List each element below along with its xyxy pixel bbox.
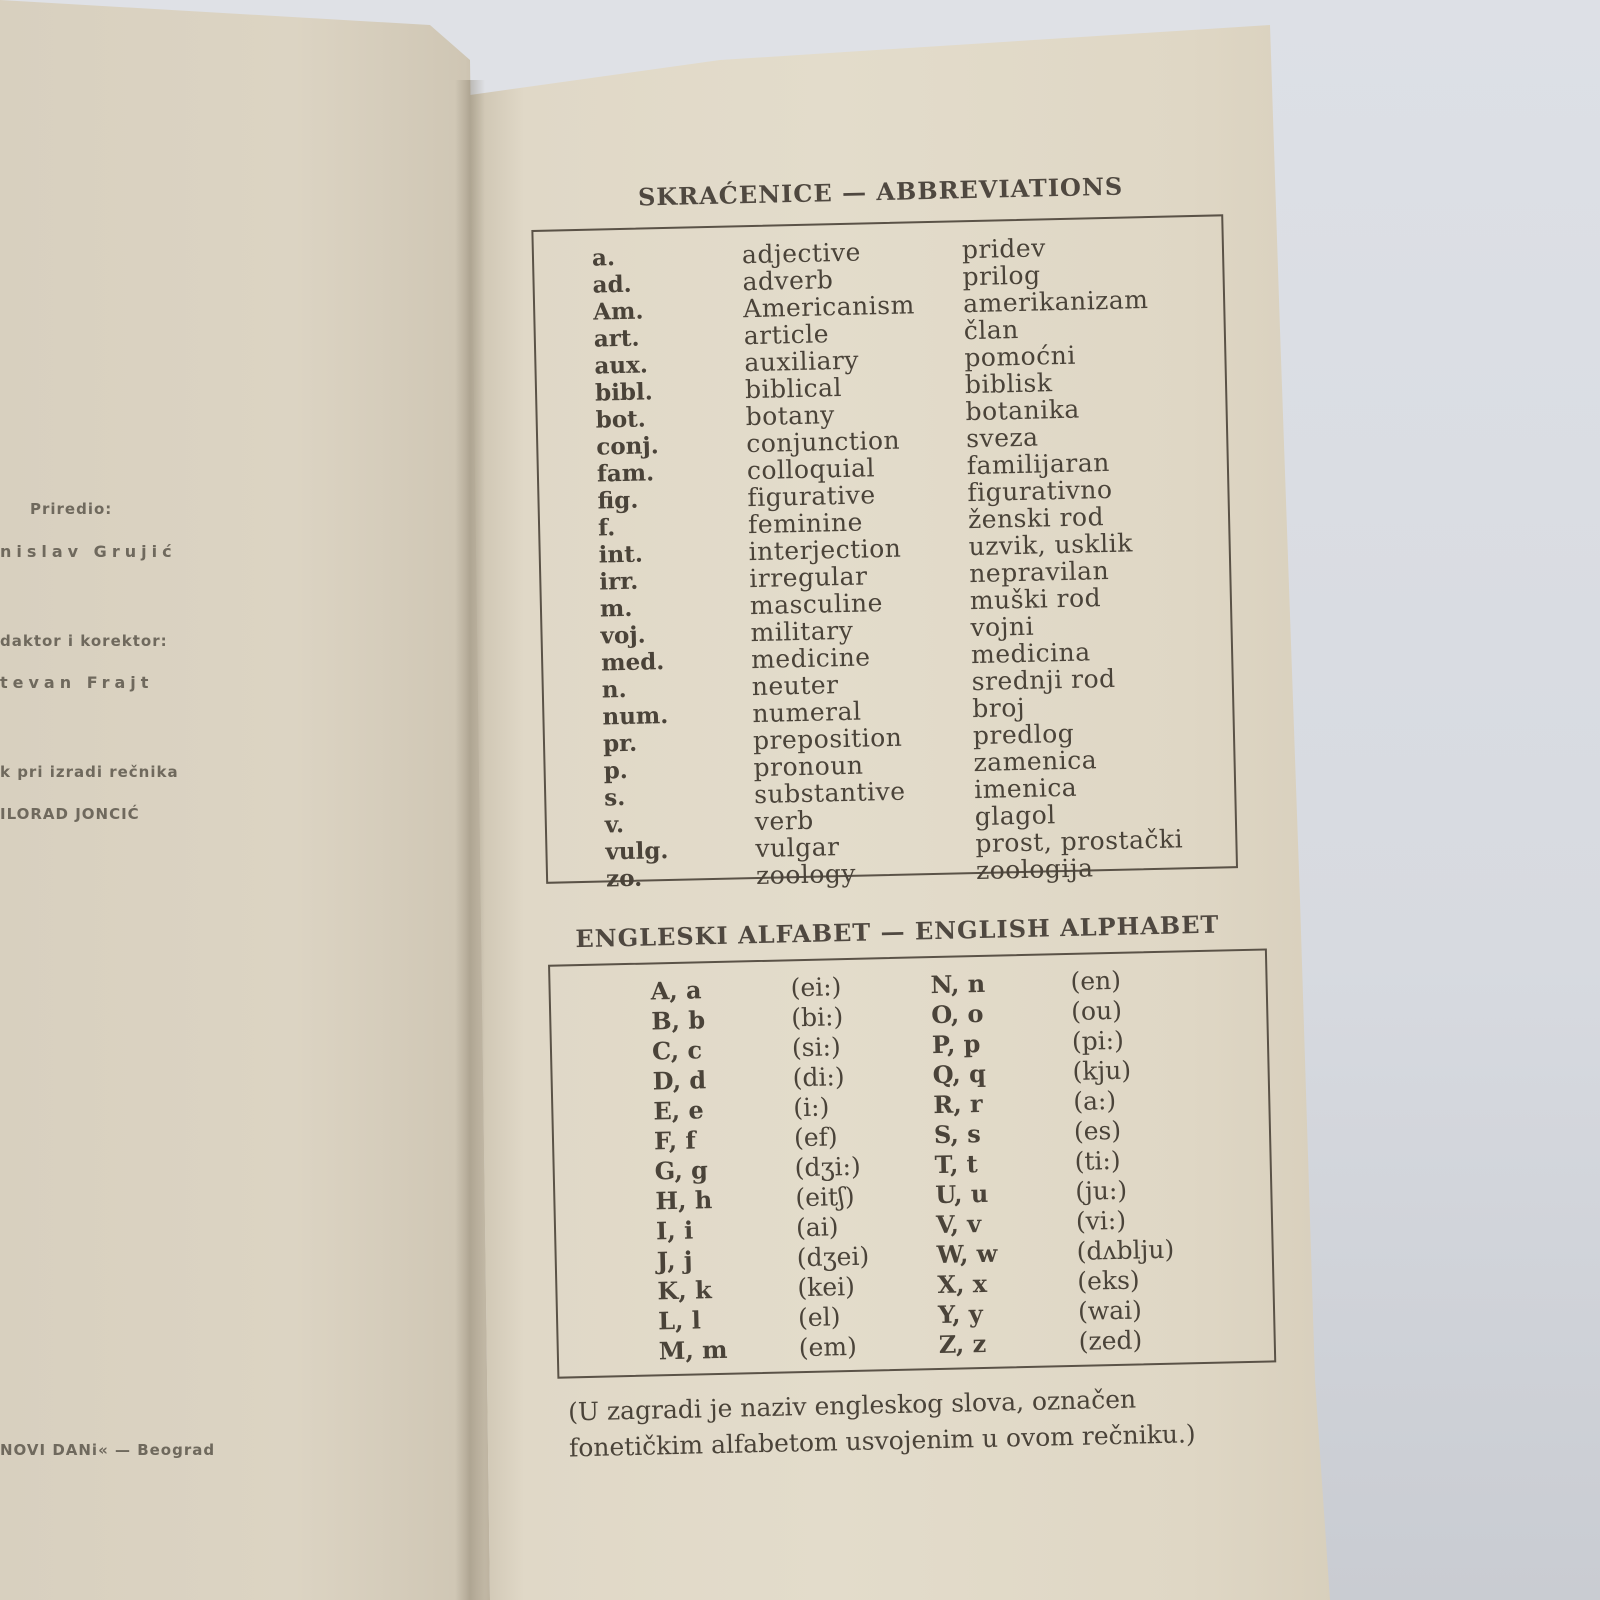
abbreviation-serbian: sveza [965,422,1039,454]
alphabet-pronunciation: (kju) [1072,1055,1132,1086]
alphabet-note: (U zagradi je naziv engleskog slova, označen fonetičkim alfabetom usvojenim u ovom rečniku.) [567,1384,1196,1463]
abbreviation-serbian: član [963,314,1020,346]
alphabet-letter: I, i [655,1215,694,1246]
alphabet-pronunciation: (si:) [791,1032,842,1063]
abbreviation-key: conj. [595,432,659,461]
abbreviation-serbian: predlog [972,718,1075,751]
abbreviation-english: vulgar [755,832,840,864]
abbreviation-serbian: prilog [962,260,1041,292]
abbreviation-serbian: botanika [965,394,1081,427]
abbreviation-english: numeral [752,696,862,729]
alphabet-pronunciation: (em) [798,1331,858,1363]
alphabet-letter: N, n [930,968,986,1000]
abbreviation-english: botany [745,400,836,432]
alphabet-letter: X, x [937,1268,988,1300]
abbreviation-serbian: prost, prostački [975,824,1184,859]
abbreviation-english: feminine [747,507,864,540]
abbreviation-serbian: imenica [973,772,1078,805]
alphabet-letter: M, m [658,1334,728,1366]
alphabet-pronunciation: (ju:) [1074,1175,1128,1206]
abbreviation-key: bot. [595,405,647,434]
right-page-content [530,154,1280,1490]
credit-collaborator-name: ILORAD JONCIĆ [0,805,140,823]
abbreviation-english: masculine [749,588,884,621]
alphabet-letter: G, g [654,1155,709,1186]
alphabet-letter: D, d [652,1065,707,1096]
abbreviation-key: voj. [600,621,646,650]
abbreviation-serbian: biblisk [964,368,1053,400]
alphabet-letter: O, o [930,998,984,1030]
alphabet-pronunciation: (el) [797,1302,841,1333]
abbreviation-serbian: muški rod [969,583,1102,616]
alphabet-letter: U, u [935,1178,989,1210]
alphabet-letter: K, k [657,1275,712,1306]
abbreviation-key: med. [600,648,665,677]
abbreviation-english: colloquial [746,453,876,486]
abbreviation-key: fig. [597,486,639,515]
abbreviation-english: substantive [753,776,906,810]
abbreviation-key: m. [599,594,633,623]
alphabet-letter: P, p [931,1029,981,1060]
credit-editor-label: daktor i korektor: [0,632,168,650]
credit-prepared-by-name: nislav Grujić [0,542,177,561]
alphabet-letter: Y, y [937,1299,984,1330]
abbreviations-table [592,232,1184,893]
abbreviation-serbian: glagol [974,800,1057,832]
alphabet-pronunciation: (kei) [797,1271,856,1303]
alphabet-pronunciation: (pi:) [1071,1025,1125,1056]
abbreviation-serbian: medicina [970,637,1091,670]
alphabet-letter: Z, z [938,1328,987,1360]
publisher-imprint: NOVI DANi« — Beograd [0,1441,216,1459]
credit-collaborator-label: k pri izradi rečnika [0,763,179,781]
abbreviation-english: preposition [752,722,903,756]
alphabet-pronunciation: (dʒei) [796,1241,870,1273]
abbreviation-key: ad. [592,270,632,299]
abbreviation-key: n. [601,675,627,704]
alphabet-pronunciation: (i:) [793,1092,830,1123]
alphabet-letter: R, r [932,1088,983,1120]
abbreviation-english: figurative [747,480,876,513]
abbreviation-key: art. [593,324,640,353]
abbreviation-serbian: srednji rod [971,663,1116,697]
abbreviation-serbian: vojni [970,611,1035,643]
alphabet-letter: J, j [656,1245,693,1276]
alphabet-pronunciation: (di:) [792,1062,845,1093]
abbreviation-key: bibl. [594,378,654,407]
alphabet-heading: ENGLESKI ALFABET — ENGLISH ALPHABET [575,909,1220,954]
credit-editor-name: tevan Frajt [0,673,154,692]
abbreviation-serbian: zamenica [973,745,1098,778]
abbreviation-english: irregular [748,561,868,594]
abbreviation-english: neuter [751,670,839,702]
abbreviation-key: s. [603,784,626,812]
abbreviation-english: adverb [742,265,834,297]
abbreviation-key: num. [602,702,669,731]
abbreviation-key: v. [604,811,625,839]
abbreviation-english: verb [754,805,815,837]
alphabet-pronunciation: (wai) [1077,1295,1143,1326]
alphabet-pronunciation: (bi:) [790,1002,844,1033]
alphabet-letter: F, f [653,1125,697,1156]
abbreviations-box [531,214,1238,893]
alphabet-pronunciation: (ei:) [790,972,842,1003]
alphabet-letter: B, b [651,1005,706,1036]
abbreviation-key: zo. [605,864,643,893]
alphabet-table [650,964,1219,1367]
credit-prepared-by-label: Priredio: [30,500,113,518]
alphabet-letter: Q, q [932,1058,987,1090]
abbreviation-serbian: figurativno [967,474,1113,508]
abbreviation-serbian: nepravilan [968,555,1110,589]
abbreviation-english: interjection [748,533,902,567]
abbreviation-serbian: uzvik, usklik [968,528,1134,562]
alphabet-pronunciation: (es) [1073,1115,1122,1146]
abbreviation-english: medicine [750,642,871,675]
abbreviation-key: fam. [596,459,655,488]
alphabet-pronunciation: (vi:) [1075,1205,1127,1236]
alphabet-pronunciation: (eitʃ) [795,1181,855,1213]
abbreviation-english: adjective [741,237,862,270]
alphabet-letter: C, c [651,1035,703,1066]
abbreviation-english: biblical [744,372,843,405]
abbreviation-english: conjunction [745,425,901,459]
alphabet-letter: V, v [935,1209,982,1240]
alphabet-pronunciation: (dʒi:) [794,1151,862,1183]
alphabet-pronunciation: (a:) [1072,1085,1117,1116]
alphabet-pronunciation: (eks) [1077,1265,1140,1296]
abbreviation-serbian: ženski rod [967,502,1105,535]
abbreviation-key: p. [603,756,629,785]
alphabet-letter: W, w [936,1238,998,1270]
abbreviation-key: f. [597,514,616,542]
alphabet-letter: T, t [934,1149,979,1180]
alphabet-letter: S, s [933,1119,982,1150]
alphabet-pronunciation: (en) [1070,965,1122,996]
abbreviation-english: zoology [755,858,857,891]
abbreviation-key: Am. [592,297,644,326]
alphabet-pronunciation: (dʌblju) [1076,1234,1175,1266]
abbreviation-serbian: amerikanizam [962,285,1149,319]
alphabet-box [548,948,1276,1378]
abbreviation-key: a. [591,244,616,272]
alphabet-pronunciation: (ou) [1070,995,1123,1026]
abbreviation-serbian: zoologija [975,853,1094,886]
abbreviation-key: int. [598,540,644,569]
abbreviation-english: Americanism [742,290,916,324]
abbreviation-serbian: familijaran [966,447,1111,481]
abbreviation-key: aux. [594,351,649,380]
alphabet-pronunciation: (zed) [1078,1325,1143,1356]
abbreviation-english: military [750,615,854,648]
abbreviation-english: pronoun [753,750,864,783]
book-spine [455,80,485,1600]
alphabet-pronunciation: (ti:) [1074,1145,1121,1176]
alphabet-letter: E, e [653,1095,704,1126]
abbreviation-english: article [743,319,830,351]
abbreviation-serbian: pridev [961,233,1047,265]
alphabet-letter: L, l [657,1305,702,1336]
abbreviation-serbian: pomoćni [964,340,1077,373]
alphabet-pronunciation: (ai) [795,1212,839,1243]
left-page [0,0,490,1600]
abbreviation-key: pr. [602,729,638,758]
abbreviation-english: auxiliary [744,345,860,378]
abbreviation-key: vulg. [605,837,669,866]
abbreviations-heading: SKRAĆENICE — ABBREVIATIONS [637,171,1124,212]
abbreviation-key: irr. [599,567,639,596]
alphabet-letter: H, h [655,1185,713,1216]
abbreviation-serbian: broj [972,692,1026,724]
alphabet-pronunciation: (ef) [793,1122,838,1153]
alphabet-letter: A, a [650,975,702,1006]
